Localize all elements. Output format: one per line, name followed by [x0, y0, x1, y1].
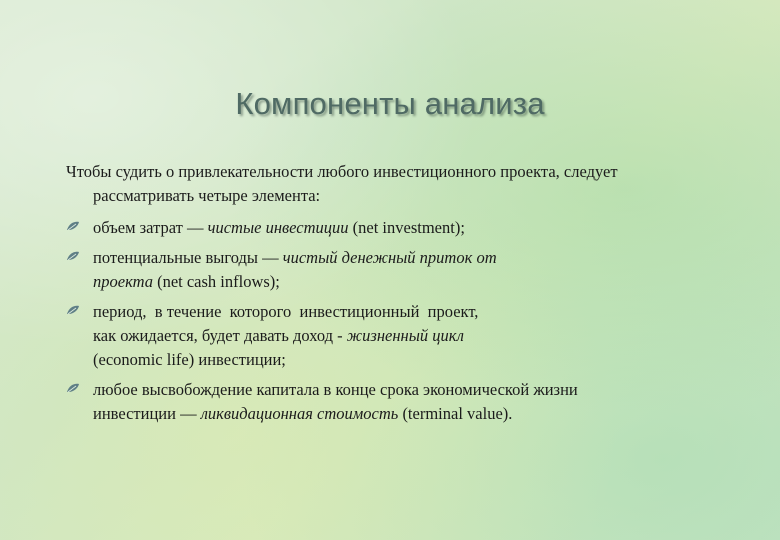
- item-line: [93, 402, 706, 426]
- slide-title: Компоненты анализа: [235, 86, 545, 121]
- item-line: (economic life) инвестиции;: [93, 350, 286, 369]
- leaf-bullet-icon: [66, 304, 80, 316]
- item-line: любое высвобождение капитала в конце срока экономической жизни: [93, 380, 578, 399]
- list-item: [66, 216, 706, 240]
- leaf-bullet-icon: [66, 382, 80, 394]
- item-term: чистый денежный приток от: [282, 248, 497, 267]
- intro-paragraph: Чтобы судить о привлекательности любого инвестиционного проекта, следует рассматривать четыре элемента:: [66, 162, 618, 205]
- leaf-bullet-icon: [66, 250, 80, 262]
- leaf-bullet-icon: [66, 220, 80, 232]
- item-line: [93, 216, 706, 240]
- item-text: инвестиции —: [93, 404, 201, 423]
- item-term: ликвидационная стоимость: [200, 404, 399, 423]
- item-text: как ожидается, будет давать доход -: [93, 326, 347, 345]
- item-term: проекта: [93, 272, 153, 291]
- list-item: [66, 300, 706, 372]
- item-text: (terminal value).: [398, 404, 513, 423]
- item-text: (net cash inflows);: [152, 272, 280, 291]
- bullet-list: [66, 216, 706, 426]
- list-item: [66, 378, 706, 426]
- item-term: жизненный цикл: [346, 326, 464, 345]
- item-line: [93, 324, 706, 348]
- item-line: [93, 246, 706, 270]
- item-text: потенциальные выгоды —: [93, 248, 283, 267]
- item-line: период, в течение которого инвестиционный проект,: [93, 302, 479, 321]
- item-line: [93, 270, 706, 294]
- item-text: (net investment);: [348, 218, 465, 237]
- slide-body: [66, 160, 706, 432]
- item-term: чистые инвестиции: [207, 218, 349, 237]
- item-text: объем затрат —: [93, 218, 208, 237]
- list-item: [66, 246, 706, 294]
